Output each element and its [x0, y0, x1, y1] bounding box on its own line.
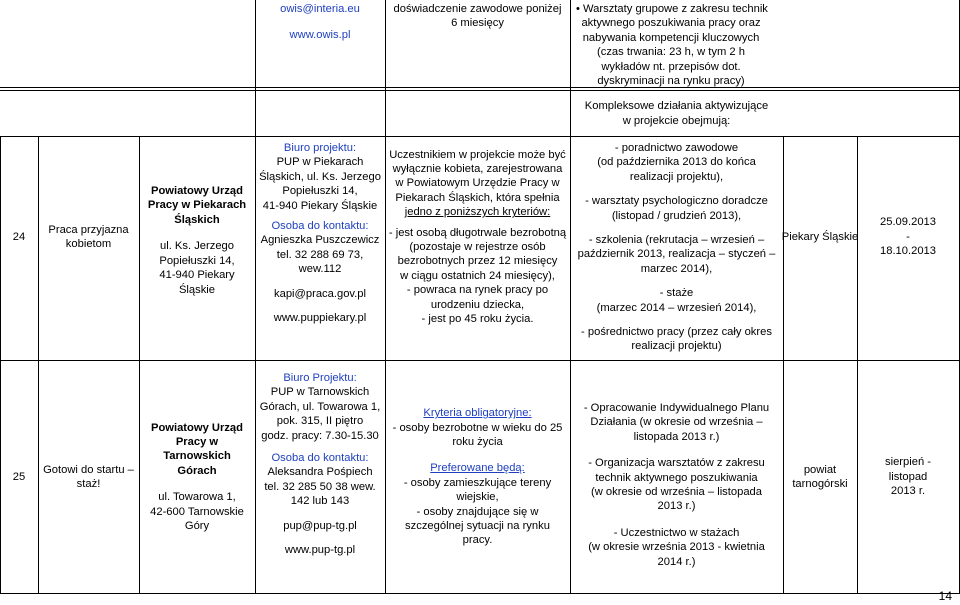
action-line: - Organizacja warsztatów z zakresu [588, 457, 765, 470]
action-line: 2014 r.) [657, 555, 696, 568]
action-line: - Opracowanie Indywidualnego Planu [583, 401, 770, 414]
office-line: 41-940 Piekary Śląskie [262, 199, 378, 212]
top-action-line: wykładów nt. przepisów dot. [601, 60, 741, 73]
row25-area [783, 361, 857, 593]
contact-line: Agnieszka Puszczewicz [260, 234, 380, 247]
org-address-line: 42-600 Tarnowskie [150, 505, 244, 518]
action-line: - poradnictwo zawodowe [614, 142, 739, 154]
top-target-cell [385, 0, 570, 90]
website-link[interactable]: www.pup-tg.pl [284, 544, 356, 557]
action-line: (od października 2013 do końca [597, 156, 756, 169]
contact-heading: Osoba do kontaktu: [271, 220, 369, 233]
area-line: powiat [803, 463, 837, 476]
office-line: godz. pracy: 7.30-15.30 [261, 429, 379, 442]
contact-line: Aleksandra Pośpiech [267, 466, 373, 479]
action-line: - pośrednictwo pracy (przez cały okres [581, 326, 772, 339]
row24-office [255, 137, 385, 364]
top-email[interactable]: owis@interia.eu [280, 3, 360, 15]
action-line: (listopad / grudzień 2013), [611, 209, 742, 222]
title-line: Praca przyjazna [48, 223, 129, 236]
row24-participants [385, 137, 570, 337]
date-line: listopad [888, 470, 928, 483]
row25-number [0, 361, 38, 593]
actions-header-line: w projekcie obejmują: [622, 114, 731, 127]
row24-title [38, 137, 139, 337]
row25-actions [570, 361, 783, 601]
top-action-line: aktywnego poszukiwania pracy oraz [581, 17, 761, 30]
action-line: marzec 2014), [640, 262, 713, 275]
row25-organization [139, 361, 255, 593]
contact-line: tel. 32 288 69 73, [276, 248, 364, 261]
area-line: tarnogórski [792, 478, 848, 490]
contact-line: tel. 32 285 50 38 wew. [264, 480, 376, 493]
action-line: październik 2013, realizacja – styczeń – [577, 248, 776, 261]
action-line: listopada 2013 r.) [633, 430, 720, 443]
row25-dates [857, 361, 959, 593]
criteria-line: - osoby zamieszkujące tereny [403, 476, 552, 489]
date-line: 18.10.2013 [880, 245, 936, 258]
action-line: technik aktywnego poszukiwania [595, 471, 758, 484]
action-line: (w okresie od września – listopada [590, 486, 762, 498]
action-line: - szkolenia (rekrutacja – wrzesień – [588, 234, 765, 247]
row24-area [783, 137, 857, 337]
row24-dates [857, 137, 959, 337]
top-contact-cell [255, 0, 385, 90]
org-address-line: Śląskie [178, 283, 216, 296]
action-line: Działania (w okresie od września – [590, 416, 763, 429]
criteria-line: w ciągu ostatnich 24 miesięcy), [400, 269, 555, 282]
office-heading: Biuro Projektu: [283, 372, 357, 384]
top-website[interactable]: www.owis.pl [289, 29, 351, 42]
row25-title [38, 361, 139, 593]
title-line: Gotowi do startu – [43, 463, 134, 476]
top-action-line: • Warsztaty grupowe z zakresu technik [576, 3, 768, 15]
contact-line: wew.112 [298, 263, 342, 276]
action-line: - Uczestnictwo w stażach [613, 526, 740, 539]
action-line: realizacji projektu), [629, 170, 724, 183]
criteria-line: - powraca na rynek pracy po [406, 284, 549, 297]
criteria-heading: jedno z poniższych kryteriów: [404, 206, 551, 219]
actions-header-cell [570, 91, 783, 136]
office-line: pok. 315, II piętro [276, 415, 364, 428]
office-line: PUP w Tarnowskich [270, 386, 370, 399]
org-address-line: Góry [184, 520, 210, 533]
website-link[interactable]: www.puppiekary.pl [273, 312, 367, 325]
top-action-line: nabywania kompetencji kluczowych [582, 31, 760, 44]
action-line: - staże [659, 287, 694, 300]
participant-line: w Powiatowym Urzędzie Pracy w [395, 177, 560, 190]
row24-organization [139, 137, 255, 344]
action-line: (w okresie września 2013 - kwietnia [588, 541, 765, 554]
criteria-line: urodzeniu dziecka, [430, 298, 525, 311]
area-text: Piekary Śląskie [781, 230, 859, 243]
criteria-line: bezrobotnych przez 12 miesięcy [397, 255, 558, 268]
office-line: PUP w Piekarach [276, 156, 364, 169]
date-line: 2013 r. [890, 485, 926, 498]
row24-actions [570, 141, 783, 379]
office-heading: Biuro projektu: [283, 142, 357, 154]
criteria-line: szczególnej sytuacji na rynku [405, 520, 550, 533]
criteria-line: roku życia [452, 435, 503, 448]
participant-line: Uczestnikiem w projekcie może być [389, 148, 566, 161]
office-line: Górach, ul. Towarowa 1, [259, 400, 381, 413]
top-action-line: dyskryminacji na rynku pracy) [597, 75, 745, 88]
org-address-line: ul. Ks. Jerzego [160, 240, 234, 253]
preferred-criteria-heading: Preferowane będą: [430, 462, 525, 475]
contact-email[interactable]: pup@pup-tg.pl [283, 519, 357, 532]
office-line: Popiełuszki 14, [282, 185, 358, 198]
criteria-line: (pozostaje w rejestrze osób [409, 241, 546, 253]
row24-number [0, 137, 38, 337]
participant-line: wyłącznie kobieta, zarejestrowana [392, 162, 563, 175]
org-address-line: 41-940 Piekary [159, 269, 235, 282]
org-address-line: ul. Towarowa 1, [158, 491, 236, 504]
row-number: 25 [12, 470, 26, 483]
actions-header-line: Kompleksowe działania aktywizujące [584, 100, 769, 113]
action-line: - warsztaty psychologiczno doradcze [585, 195, 768, 208]
date-line: sierpień - [884, 456, 931, 469]
org-name-line: Górach [177, 464, 217, 477]
contact-line: 142 lub 143 [290, 495, 350, 508]
org-address-line: Popiełuszki 14, [159, 254, 235, 267]
row25-participants [385, 361, 570, 593]
criteria-line: pracy. [462, 534, 493, 547]
org-name-line: Powiatowy Urząd [150, 421, 243, 434]
row25-office [255, 361, 385, 603]
office-line: Śląskich, ul. Ks. Jerzego [259, 170, 381, 183]
date-line: 25.09.2013 [880, 216, 936, 229]
required-criteria-heading: Kryteria obligatoryjne: [423, 407, 532, 420]
date-line: - [906, 230, 910, 243]
org-name-line: Pracy w [175, 435, 219, 448]
criteria-line: - osoby znajdujące się w [416, 505, 539, 518]
criteria-line: wiejskie, [456, 491, 499, 504]
top-actions-cell [576, 0, 766, 90]
criteria-line: - jest po 45 roku życia. [421, 313, 534, 326]
top-target-line: 6 miesięcy [451, 17, 504, 30]
participant-line: Piekarach Śląskich, która spełnia [395, 191, 560, 204]
title-line: staż! [76, 478, 101, 490]
criteria-line: - osoby bezrobotne w wieku do 25 [392, 421, 563, 434]
org-name-line: Pracy w Piekarach [147, 199, 247, 212]
title-line: kobietom [65, 238, 112, 250]
action-line: 2013 r.) [657, 500, 696, 513]
org-name-line: Powiatowy Urząd [150, 185, 243, 198]
org-name-line: Śląskich [174, 213, 220, 226]
criteria-line: - jest osobą długotrwale bezrobotną [388, 226, 567, 239]
top-target-line: doświadczenie zawodowe poniżej [393, 3, 562, 15]
action-line: (marzec 2014 – wrzesień 2014), [596, 301, 757, 314]
page-number: 14 [938, 589, 952, 603]
org-name-line: Tarnowskich [163, 450, 231, 463]
row-number: 24 [12, 230, 26, 243]
contact-heading: Osoba do kontaktu: [271, 452, 369, 465]
contact-email[interactable]: kapi@praca.gov.pl [274, 287, 366, 300]
action-line: realizacji projektu) [631, 340, 722, 353]
top-action-line: (czas trwania: 23 h, w tym 2 h [597, 46, 745, 59]
